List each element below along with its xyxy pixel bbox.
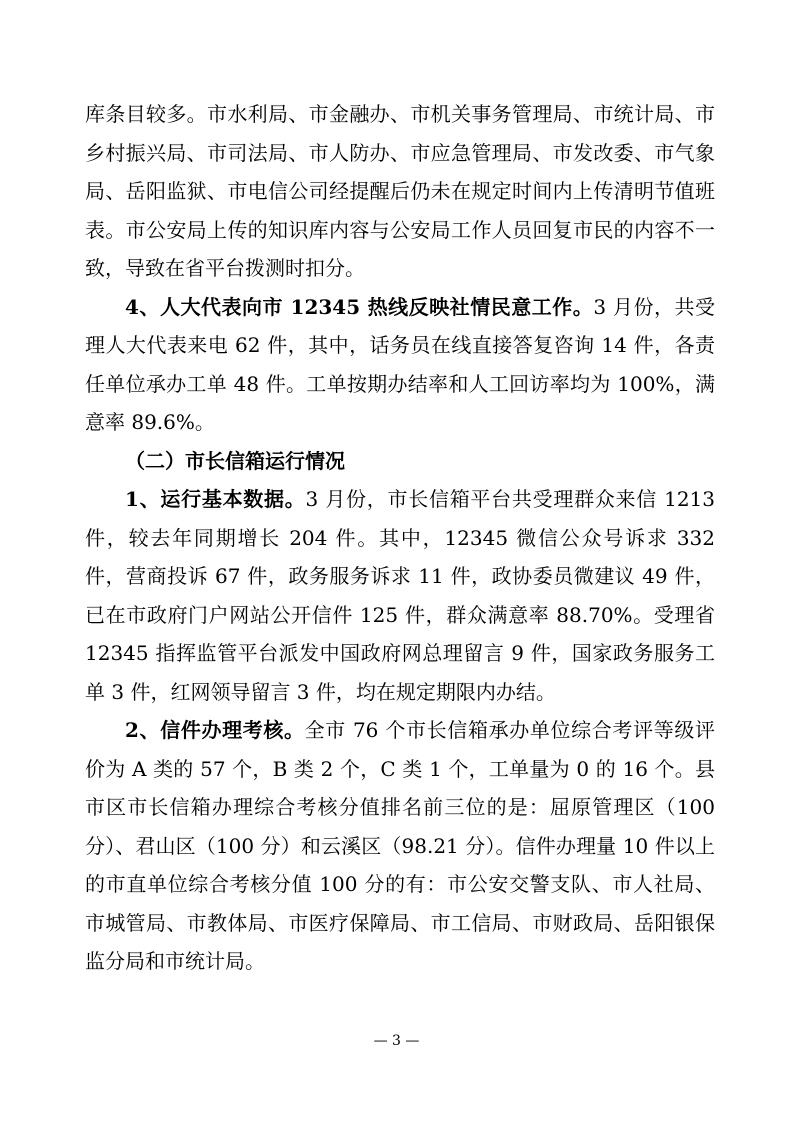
page-number: — 3 — bbox=[373, 1033, 420, 1049]
paragraph-basic-data-body: 3 月份，市长信箱平台共受理群众来信 1213 件，较去年同期增长 204 件。其中，12345 微信公众号诉求 332 件，营商投诉 67 件，政务服务诉求 11 件，政协委员微建议 49 件，已在市政府门户网站公开信件 125 件，群众满意率 88.70%。受理省 12345 指挥监管平台派发中国政府网总理留言 9 件，国家政务服务工单 3 件，红网领导留言 3 件，均在规定期限内办结。 bbox=[85, 487, 715, 704]
paragraph-npc-deputies-title: 4、人大代表向市 12345 热线反映社情民意工作。 bbox=[125, 294, 594, 319]
paragraph-npc-deputies bbox=[85, 288, 715, 442]
paragraph-basic-data-title: 1、运行基本数据。 bbox=[125, 487, 306, 511]
document-body bbox=[85, 95, 715, 981]
paragraph-basic-data bbox=[85, 480, 715, 711]
paragraph-letter-assessment-title: 2、信件办理考核。 bbox=[125, 718, 305, 742]
paragraph-npc-deputies-body: 3 月份，共受理人大代表来电 62 件，其中，话务员在线直接答复咨询 14 件，各责任单位承办工单 48 件。工单按期办结率和人工回访率均为 100%，满意率 89.6%。 bbox=[85, 294, 716, 434]
paragraph-letter-assessment-body: 全市 76 个市长信箱承办单位综合考评等级评价为 A 类的 57 个，B 类 2 个，C 类 1 个，工单量为 0 的 16 个。县市区市长信箱办理综合考核分值排名前三位的是：屈原管理区（100 分）、君山区（100 分）和云溪区（98.21 分）。信件办理量 10 件以上的市直单位综合考核分值 100 分的有：市公安交警支队、市人社局、市城管局、市教体局、市医疗保障局、市工信局、市财政局、岳阳银保监分局和市统计局。 bbox=[85, 718, 715, 973]
section-heading-mayor-mailbox: （二）市长信箱运行情况 bbox=[125, 448, 345, 473]
paragraph-knowledge-base: 库条目较多。市水利局、市金融办、市机关事务管理局、市统计局、市乡村振兴局、市司法局、市人防办、市应急管理局、市发改委、市气象局、岳阳监狱、市电信公司经提醒后仍未在规定时间内上传清明节值班表。市公安局上传的知识库内容与公安局工作人员回复市民的内容不一致，导致在省平台拨测时扣分。 bbox=[85, 102, 715, 280]
paragraph-letter-assessment bbox=[85, 711, 715, 981]
